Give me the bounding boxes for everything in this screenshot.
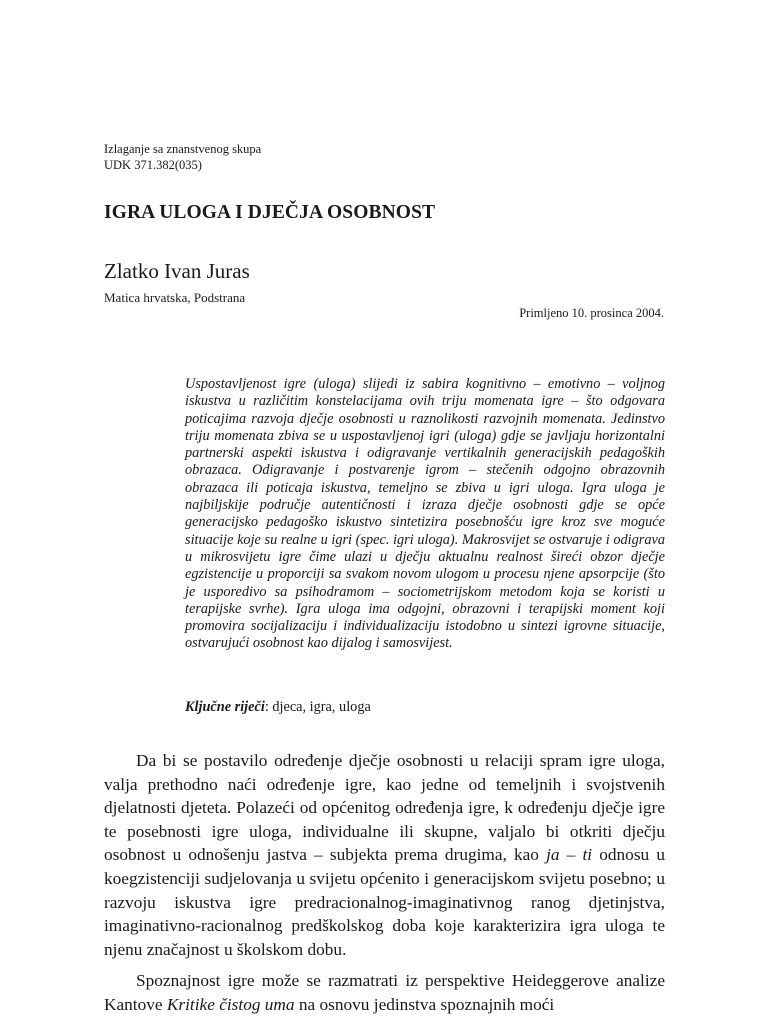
abstract: Uspostavljenost igre (uloga) slijedi iz sabira kognitivno – emotivno – voljnog iskustva u različitim konstelacijama ovih triju momenata igre – što odgovara poticajima razvoja dječje osobnosti u raznolikosti razvojnih momenata. Jedinstvo triju momenata zbiva se u uspostavljenoj igri (uloga) gdje se javljaju horizontalni partnerski aspekti iskustva i odigravanje vertikalnih generacijskih pedagoških obrazaca. Odigravanje i postvarenje igrom – stečenih odgojno obrazovnih obrazaca ili poticaja iskustva, temeljno se zbiva u igri uloga. Igra uloga je najbiljskije područje autentičnosti i izraza dječje osobnosti gdje se opće generacijsko pedagoško iskustvo sintetizira posebnošću igre kroz sve moguće situacije koje su realne u igri (spec. igri uloga). Makrosvijet se ostvaruje i odigrava u mikrosvijetu igre čime ulazi u dječju aktualnu realnost šireći obzor dječje egzistencije u proporciji sa svakom novom ulogom u procesu njene apsorpcije (što je usporedivo sa psihodramom – sociometrijskom metodom koja se koristi u terapijske svrhe). Igra uloga ima odgojni, obrazovni i terapijski moment koji promovira socijalizaciju i individualizaciju istodobno u sintezi igrovne situacije, ostvarujući osobnost kao dijalog i samosvijest. (185, 376, 665, 652)
keywords-values: : djeca, igra, uloga (264, 699, 371, 715)
paragraph-text: Spoznajnost igre može se razmatrati iz perspektive Heideggerove analize Kantove (104, 971, 665, 1014)
article-type: Izlaganje sa znanstvenog skupa (104, 142, 262, 156)
keywords (185, 699, 371, 716)
paragraph-emphasis: ja – ti (546, 845, 593, 865)
paragraph-text: Da bi se postavilo određenje dječje osobnosti u relaciji spram igre uloga, valja prethodno naći određenje igre, kao jedne od temeljnih i svojstvenih djelatnosti djeteta. Polazeći od općenitog određenja igre, k određenju dječje igre te posebnosti igre uloga, individualne ili skupne, valjalo bi otkriti dječju osobnost u odnošenju jastva – subjekta prema drugima, kao (104, 751, 665, 865)
udk-code: UDK 371.382(035) (104, 158, 202, 172)
paragraph-text: odnosu u koegzistenciji sudjelovanja u svijetu općenito i generacijskom svijetu posebno; u razvoju iskustva igre predracionalnog-imaginativnog ranog djetinjstva, imaginativno-racionalnog predškolskog doba koje karakterizira igra uloga te njenu značajnost u školskom dobu. (104, 845, 665, 959)
article-metadata (104, 141, 261, 173)
article-title: IGRA ULOGA I DJEČJA OSOBNOST (104, 202, 436, 223)
paragraph (104, 969, 665, 1016)
paragraph-text: na osnovu jedinstva spoznajnih moći (294, 994, 555, 1014)
body-text (104, 749, 665, 1025)
received-date: Primljeno 10. prosinca 2004. (519, 306, 664, 320)
paragraph-emphasis: Kritike čistog uma (166, 994, 295, 1014)
paragraph (104, 749, 665, 961)
author-name: Zlatko Ivan Juras (104, 259, 250, 283)
author-affiliation: Matica hrvatska, Podstrana (104, 290, 246, 305)
keywords-label: Ključne riječi (185, 699, 265, 715)
